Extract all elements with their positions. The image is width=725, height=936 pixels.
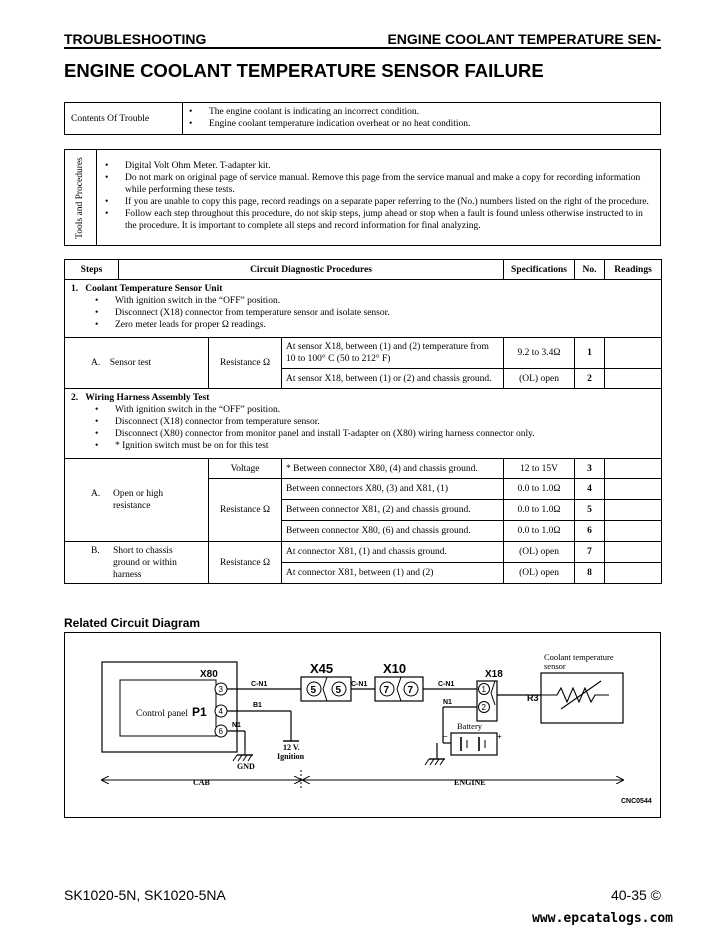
- tools-label-cell: [65, 150, 97, 245]
- no-cell: 5: [575, 500, 605, 521]
- no-cell: 1: [575, 338, 605, 369]
- procedure-cell: At connector X81, (1) and chassis ground.: [282, 542, 504, 563]
- step-2a-label: Open or high resistance: [113, 489, 164, 511]
- procedure-cell: * Between connector X80, (4) and chassis ground.: [282, 459, 504, 479]
- tools-and-procedures-box: [64, 149, 661, 246]
- step-1a-cell: [65, 338, 209, 389]
- page-header: [64, 30, 661, 49]
- step-2-bullet: • Disconnect (X80) connector from monitor panel and install T-adapter on (X80) wiring harness connector only.: [95, 429, 535, 439]
- sensor-label-line2: sensor: [544, 661, 566, 671]
- step-2-bullet: • With ignition switch in the “OFF” position.: [95, 405, 281, 415]
- footer-page: 40-35 ©: [610, 887, 661, 903]
- step-2a-letter: A.: [91, 489, 101, 499]
- contents-item: • Engine coolant temperature indication overheat or no heat condition.: [189, 119, 471, 129]
- diagram-code: CNC0544: [621, 798, 652, 805]
- no-cell: 3: [575, 459, 605, 479]
- wire-n1-label: N1: [232, 722, 241, 729]
- step-2a-cell: [65, 459, 209, 542]
- battery-label: Battery: [457, 721, 483, 731]
- contents-label: Contents Of Trouble: [65, 103, 183, 134]
- procedure-cell: Between connector X80, (6) and chassis ground.: [282, 521, 504, 542]
- footer-model: SK1020-5N, SK1020-5NA: [64, 887, 226, 903]
- table-row: [65, 542, 662, 563]
- no-cell: 2: [575, 369, 605, 389]
- step-1-section: [65, 280, 662, 338]
- page-title: ENGINE COOLANT TEMPERATURE SENSOR FAILURE: [64, 60, 544, 81]
- step-1-title: Coolant Temperature Sensor Unit: [85, 284, 223, 294]
- table-row: [65, 459, 662, 479]
- reading-cell: [605, 521, 662, 542]
- procedure-cell: At connector X81, between (1) and (2): [282, 563, 504, 584]
- p1-label: P1: [192, 705, 207, 719]
- watermark: www.epcatalogs.com: [532, 911, 673, 926]
- col-header-readings: Readings: [605, 260, 662, 280]
- step-1a-letter: A.: [91, 358, 101, 368]
- col-header-procedures: Circuit Diagnostic Procedures: [119, 260, 504, 280]
- reading-cell: [605, 563, 662, 584]
- reading-cell: [605, 459, 662, 479]
- x10-label: X10: [383, 661, 407, 676]
- no-cell: 7: [575, 542, 605, 563]
- step-2b-label: Short to chassis ground or within harness: [113, 545, 177, 580]
- step-2b-letter: B.: [91, 545, 100, 556]
- battery-symbol: [451, 733, 497, 755]
- reading-cell: [605, 338, 662, 369]
- wire-b1-label: B1: [253, 702, 262, 709]
- spec-cell: 0.0 to 1.0Ω: [504, 500, 575, 521]
- header-topic: ENGINE COOLANT TEMPERATURE SEN-: [387, 31, 661, 47]
- spec-cell: (OL) open: [504, 563, 575, 584]
- coolant-sensor-box: [541, 673, 623, 723]
- no-cell: 4: [575, 479, 605, 500]
- table-header-row: [65, 260, 662, 280]
- reading-cell: [605, 479, 662, 500]
- wire-n1-engine-label: N1: [443, 699, 452, 706]
- spec-cell: 0.0 to 1.0Ω: [504, 479, 575, 500]
- header-section: TROUBLESHOOTING: [64, 31, 207, 47]
- spec-cell: 12 to 15V: [504, 459, 575, 479]
- step-1a-measurement: Resistance Ω: [209, 338, 282, 389]
- pin-4-label: 4: [218, 707, 223, 716]
- engine-ground-symbol: [425, 743, 445, 765]
- tools-item: • Do not mark on original page of service manual. Remove this page from the service manual and make a copy for recording information while performing these tests.: [105, 173, 641, 195]
- step-2-title: Wiring Harness Assembly Test: [85, 393, 210, 403]
- circuit-diagram-svg: [65, 633, 660, 817]
- step-2b-cell: [65, 542, 209, 584]
- step-1a-label: Sensor test: [109, 358, 152, 368]
- sensor-label-line1: Coolant temperature: [544, 652, 614, 662]
- thermistor-symbol: [541, 688, 609, 702]
- contents-item: • The engine coolant is indicating an incorrect condition.: [189, 107, 419, 117]
- step-2b-measurement: Resistance Ω: [209, 542, 282, 584]
- tools-item: • Follow each step throughout this procedure, do not skip steps, jump ahead or stop when a fault is found unless otherwise instructed to in the procedure. It is important to complete all steps and record information for final analyzing.: [105, 209, 643, 231]
- reading-cell: [605, 542, 662, 563]
- circuit-diagram-heading: Related Circuit Diagram: [64, 616, 201, 630]
- step-1-bullet: • With ignition switch in the “OFF” position.: [95, 296, 281, 306]
- cab-label: CAB: [193, 778, 210, 787]
- x10-pin-right: 7: [407, 685, 414, 696]
- battery-minus: −: [443, 732, 448, 741]
- col-header-specifications: Specifications: [504, 260, 575, 280]
- procedure-cell: Between connector X81, (2) and chassis ground.: [282, 500, 504, 521]
- x45-pin-left: 5: [310, 685, 317, 696]
- wire-cn1-engine-label: C-N1: [438, 681, 455, 688]
- x45-pin-right: 5: [335, 685, 342, 696]
- battery-plus: +: [497, 732, 502, 741]
- engine-label: ENGINE: [454, 778, 486, 787]
- circuit-diagram: [64, 632, 661, 818]
- step-1-bullet: • Disconnect (X18) connector from temperature sensor and isolate sensor.: [95, 308, 390, 318]
- tools-item: • Digital Volt Ohm Meter. T-adapter kit.: [105, 161, 271, 171]
- r3-label: R3: [527, 693, 539, 703]
- x10-pin-left: 7: [383, 685, 390, 696]
- procedure-cell: Between connectors X80, (3) and X81, (1): [282, 479, 504, 500]
- contents-of-trouble-box: [64, 102, 661, 135]
- step-2a-measurement-voltage: Voltage: [209, 459, 282, 479]
- wire-cn1-mid-label: C-N1: [351, 681, 368, 688]
- tools-item: • If you are unable to copy this page, record readings on a separate paper referring to the (No.) numbers listed on the right of the procedure.: [105, 197, 649, 207]
- spec-cell: 9.2 to 3.4Ω: [504, 338, 575, 369]
- tools-label: Tools and Procedures: [75, 157, 85, 239]
- ignition-label: Ignition: [277, 752, 305, 761]
- step-2-number: 2.: [71, 393, 79, 403]
- no-cell: 6: [575, 521, 605, 542]
- spec-cell: (OL) open: [504, 369, 575, 389]
- pin-6-label: 6: [218, 727, 223, 736]
- diagnostic-table: [64, 259, 662, 584]
- gnd-label: GND: [237, 762, 255, 771]
- x80-label: X80: [200, 669, 218, 680]
- x18-pin-2: 2: [481, 703, 486, 712]
- procedure-cell: At sensor X18, between (1) or (2) and chassis ground.: [282, 369, 504, 389]
- spec-cell: 0.0 to 1.0Ω: [504, 521, 575, 542]
- step-1-number: 1.: [71, 284, 79, 294]
- x18-label: X18: [485, 669, 503, 680]
- step-2a-measurement-resistance: Resistance Ω: [209, 479, 282, 542]
- pin-3-label: 3: [218, 685, 223, 694]
- no-cell: 8: [575, 563, 605, 584]
- step-2-bullet: • Disconnect (X18) connector from temperature sensor.: [95, 417, 320, 427]
- col-header-steps: Steps: [65, 260, 119, 280]
- table-row: [65, 338, 662, 369]
- reading-cell: [605, 500, 662, 521]
- spec-cell: (OL) open: [504, 542, 575, 563]
- voltage-label: 12 V.: [283, 743, 300, 752]
- control-panel-label: Control panel: [136, 709, 188, 719]
- x18-pin-1: 1: [481, 685, 486, 694]
- col-header-no: No.: [575, 260, 605, 280]
- tools-list: [101, 160, 656, 232]
- wire-cn1-label: C-N1: [251, 681, 268, 688]
- step-2-bullet: • * Ignition switch must be on for this test: [95, 441, 269, 451]
- x45-label: X45: [310, 661, 334, 676]
- step-1-bullet: • Zero meter leads for proper Ω readings.: [95, 320, 266, 330]
- step-2-section: [65, 389, 662, 459]
- contents-list: [185, 106, 656, 130]
- reading-cell: [605, 369, 662, 389]
- procedure-cell: At sensor X18, between (1) and (2) temperature from 10 to 100° C (50 to 212° F): [282, 338, 504, 369]
